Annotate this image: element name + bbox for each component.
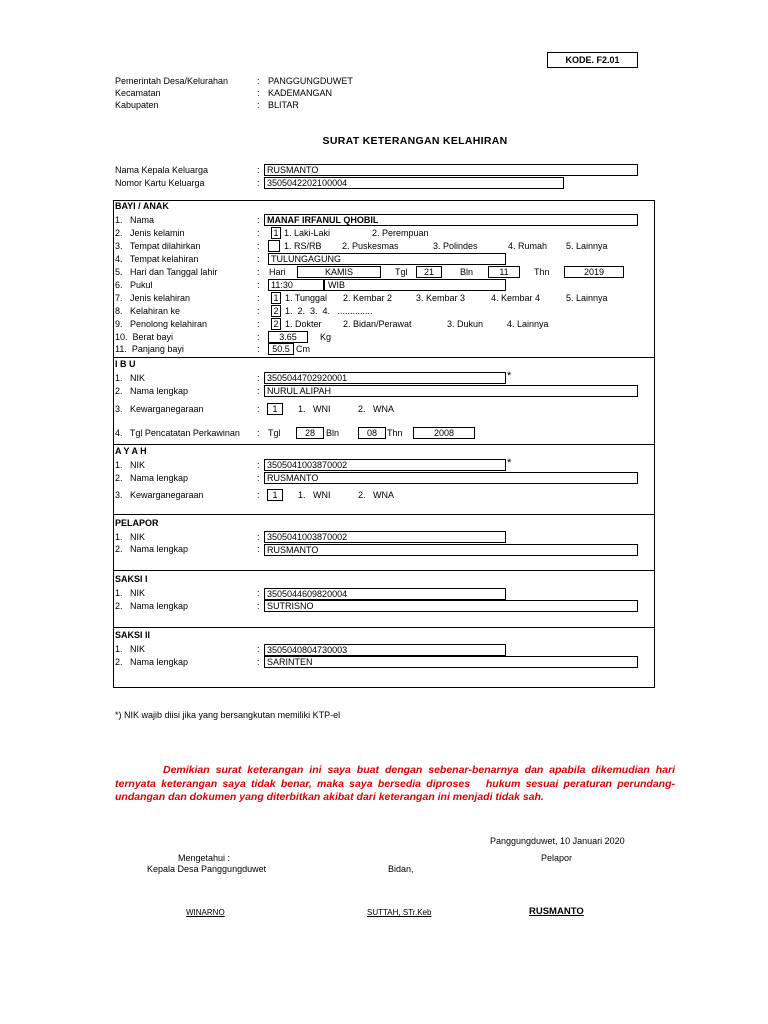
section-pelapor-title: PELAPOR xyxy=(115,518,159,528)
ibu-thn-field[interactable]: 2008 xyxy=(413,427,475,439)
colon: : xyxy=(257,241,260,251)
kepala-keluarga-field[interactable]: RUSMANTO xyxy=(264,164,638,176)
bayi-tempat-opt2: 2. Puskesmas xyxy=(342,241,399,251)
bayi-jenis-field[interactable]: 1 xyxy=(271,292,281,304)
ayah-kwn-field[interactable]: 1 xyxy=(267,489,283,501)
bayi-ke-field[interactable]: 2 xyxy=(271,305,281,317)
ibu-wna-label: 2. WNA xyxy=(358,404,395,414)
signature-bidan-name: SUTTAH, STr.Keb xyxy=(367,908,432,917)
bayi-label-nama: 1. Nama xyxy=(115,215,155,225)
header-kabupaten-value: BLITAR xyxy=(268,100,299,110)
header-desa-colon: : xyxy=(257,76,260,86)
bayi-tempat-kelahiran-field[interactable]: TULUNGAGUNG xyxy=(268,253,506,265)
colon: : xyxy=(257,544,260,554)
pelapor-nama-field[interactable]: RUSMANTO xyxy=(264,544,638,556)
saksi2-label-nik: 1. NIK xyxy=(115,644,146,654)
bayi-pukul-field[interactable]: 11:30 xyxy=(268,279,324,291)
bayi-label-penolong: 9. Penolong kelahiran xyxy=(115,319,208,329)
colon: : xyxy=(257,473,260,483)
bayi-penolong-opt2: 2. Bidan/Perawat xyxy=(343,319,412,329)
header-kecamatan-label: Kecamatan xyxy=(115,88,161,98)
ayah-label-kwn: 3. Kewarganegaraan xyxy=(115,490,204,500)
ibu-nik-field[interactable]: 3505044702920001 xyxy=(264,372,506,384)
saksi2-label-nama: 2. Nama lengkap xyxy=(115,657,189,667)
colon: : xyxy=(257,293,260,303)
bayi-panjang-field[interactable]: 50.5 xyxy=(268,343,294,355)
bayi-tempat-opt1: 1. RS/RB xyxy=(284,241,322,251)
ibu-label-kwn: 3. Kewarganegaraan xyxy=(115,404,204,414)
signature-kepala-desa-title: Kepala Desa Panggungduwet xyxy=(147,864,267,874)
bayi-jenis-opt3: 3. Kembar 3 xyxy=(416,293,466,303)
ayah-nik-asterisk: * xyxy=(507,457,512,469)
kepala-keluarga-colon: : xyxy=(257,165,260,175)
saksi1-label-nama: 2. Nama lengkap xyxy=(115,601,189,611)
bayi-label-ke: 8. Kelahiran ke xyxy=(115,306,181,316)
bayi-jk-opt2: 2. Perempuan xyxy=(372,228,429,238)
divider-ayah xyxy=(113,444,655,445)
bayi-thn-label: Thn xyxy=(534,267,550,277)
ayah-nama-field[interactable]: RUSMANTO xyxy=(264,472,638,484)
colon: : xyxy=(257,280,260,290)
colon: : xyxy=(257,490,260,500)
bayi-jenis-opt4: 4. Kembar 4 xyxy=(491,293,541,303)
pelapor-label-nik: 1. NIK xyxy=(115,532,146,542)
colon: : xyxy=(257,532,260,542)
bayi-tempat-opt3: 3. Polindes xyxy=(433,241,478,251)
bayi-thn-field[interactable]: 2019 xyxy=(564,266,624,278)
section-bayi-title: BAYI / ANAK xyxy=(115,201,169,211)
bayi-tgl-label: Tgl xyxy=(395,267,408,277)
colon: : xyxy=(257,373,260,383)
signature-pelapor-title: Pelapor xyxy=(541,853,573,863)
colon: : xyxy=(257,306,260,316)
section-ayah-title: A Y A H xyxy=(115,446,147,456)
header-kecamatan-colon: : xyxy=(257,88,260,98)
form-code: KODE. F2.01 xyxy=(565,55,620,65)
nomor-kk-field[interactable]: 3505042202100004 xyxy=(264,177,564,189)
signature-kepala-desa-name: WINARNO xyxy=(186,908,225,917)
section-saksi2-title: SAKSI II xyxy=(115,630,151,640)
pelapor-label-nama: 2. Nama lengkap xyxy=(115,544,189,554)
bayi-jenis-opt2: 2. Kembar 2 xyxy=(343,293,393,303)
ibu-label-nama: 2. Nama lengkap xyxy=(115,386,189,396)
colon: : xyxy=(257,344,260,354)
ayah-wna-label: 2. WNA xyxy=(358,490,395,500)
saksi1-nik-field[interactable]: 3505044609820004 xyxy=(264,588,506,600)
saksi2-nama-field[interactable]: SARINTEN xyxy=(264,656,638,668)
colon: : xyxy=(257,428,260,438)
header-kabupaten-label: Kabupaten xyxy=(115,100,159,110)
bayi-label-tempat-kelahiran: 4. Tempat kelahiran xyxy=(115,254,199,264)
header-kabupaten-colon: : xyxy=(257,100,260,110)
ayah-nik-field[interactable]: 3505041003870002 xyxy=(264,459,506,471)
bayi-label-berat: 10. Berat bayi xyxy=(115,332,174,342)
declaration-text: Demikian surat keterangan ini saya buat dengan sebenar-benarnya dan apabila dikemudian hari ternyata keterangan saya tidak benar, maka saya bersedia diproses hukum sesuai peraturan perundang-undangan dan dokumen yang diterbitkan akibat dari keterangan ini menjadi tidak sah. xyxy=(115,764,678,803)
bayi-hari-label: Hari xyxy=(269,267,286,277)
section-saksi1-title: SAKSI I xyxy=(115,574,148,584)
ibu-kwn-field[interactable]: 1 xyxy=(267,403,283,415)
colon: : xyxy=(257,215,260,225)
header-desa-value: PANGGUNGDUWET xyxy=(268,76,353,86)
colon: : xyxy=(257,386,260,396)
ibu-tgl-label: Tgl xyxy=(268,428,281,438)
colon: : xyxy=(257,657,260,667)
pelapor-nik-field[interactable]: 3505041003870002 xyxy=(264,531,506,543)
bayi-label-jenis: 7. Jenis kelahiran xyxy=(115,293,191,303)
colon: : xyxy=(257,254,260,264)
divider-pelapor xyxy=(113,514,655,515)
ayah-label-nik: 1. NIK xyxy=(115,460,146,470)
saksi1-label-nik: 1. NIK xyxy=(115,588,146,598)
ibu-bln-label: Bln xyxy=(326,428,340,438)
bayi-label-panjang: 11. Panjang bayi xyxy=(115,344,184,354)
signature-mengetahui: Mengetahui : xyxy=(178,853,231,863)
bayi-label-jk: 2. Jenis kelamin xyxy=(115,228,185,238)
bayi-label-tanggal: 5. Hari dan Tanggal lahir xyxy=(115,267,218,277)
bayi-nama-field[interactable]: MANAF IRFANUL QHOBIL xyxy=(264,214,638,226)
bayi-berat-unit: Kg xyxy=(320,332,332,342)
bayi-ke-opts: 1. 2. 3. 4. .............. xyxy=(285,306,373,316)
bayi-bln-field[interactable]: 11 xyxy=(488,266,520,278)
colon: : xyxy=(257,404,260,414)
signature-pelapor-name: RUSMANTO xyxy=(529,906,584,917)
bayi-bln-label: Bln xyxy=(460,267,474,277)
bayi-tempat-opt4: 4. Rumah xyxy=(508,241,548,251)
bayi-tgl-field[interactable]: 21 xyxy=(416,266,442,278)
colon: : xyxy=(257,601,260,611)
bayi-pukul-outline xyxy=(324,279,506,291)
bayi-wib-label: WIB xyxy=(328,280,345,290)
nomor-kk-colon: : xyxy=(257,178,260,188)
bayi-jk-field[interactable]: 1 xyxy=(271,227,281,239)
bayi-label-tempat: 3. Tempat dilahirkan xyxy=(115,241,201,251)
signature-bidan-title: Bidan, xyxy=(388,864,414,874)
divider-saksi2 xyxy=(113,627,655,628)
ayah-label-nama: 2. Nama lengkap xyxy=(115,473,189,483)
bayi-jenis-opt5: 5. Lainnya xyxy=(566,293,608,303)
nomor-kk-label: Nomor Kartu Keluarga xyxy=(115,178,205,188)
ibu-wni-label: 1. WNI xyxy=(298,404,331,414)
bayi-hari-field[interactable]: KAMIS xyxy=(297,266,381,278)
header-desa-label: Pemerintah Desa/Kelurahan xyxy=(115,76,229,86)
section-ibu-title: I B U xyxy=(115,359,136,369)
page-title: SURAT KETERANGAN KELAHIRAN xyxy=(322,135,508,147)
saksi1-nama-field[interactable]: SUTRISNO xyxy=(264,600,638,612)
ibu-tgl-field[interactable]: 28 xyxy=(296,427,324,439)
bayi-penolong-opt3: 3. Dukun xyxy=(447,319,484,329)
bayi-berat-field[interactable]: 3.65 xyxy=(268,331,308,343)
signature-place-date: Panggungduwet, 10 Januari 2020 xyxy=(490,836,625,846)
colon: : xyxy=(257,319,260,329)
divider-ibu xyxy=(113,357,655,358)
ibu-nama-field[interactable]: NURUL ALIPAH xyxy=(264,385,638,397)
colon: : xyxy=(257,588,260,598)
colon: : xyxy=(257,332,260,342)
bayi-jenis-opt1: 1. Tunggal xyxy=(285,293,328,303)
colon: : xyxy=(257,644,260,654)
divider-saksi1 xyxy=(113,570,655,571)
footnote: *) NIK wajib diisi jika yang bersangkutan memiliki KTP-el xyxy=(115,710,341,720)
ayah-wni-label: 1. WNI xyxy=(298,490,331,500)
ibu-label-kawin: 4. Tgl Pencatatan Perkawinan xyxy=(115,428,240,438)
bayi-penolong-opt1: 1. Dokter xyxy=(285,319,322,329)
bayi-tempat-field[interactable] xyxy=(268,240,280,252)
bayi-penolong-field[interactable]: 2 xyxy=(271,318,281,330)
bayi-label-pukul: 6. Pukul xyxy=(115,280,153,290)
bayi-tempat-opt5: 5. Lainnya xyxy=(566,241,608,251)
colon: : xyxy=(257,267,260,277)
ibu-thn-label: Thn xyxy=(387,428,403,438)
colon: : xyxy=(257,228,260,238)
ibu-nik-asterisk: * xyxy=(507,370,512,382)
bayi-penolong-opt4: 4. Lainnya xyxy=(507,319,549,329)
ibu-bln-field[interactable]: 08 xyxy=(358,427,386,439)
saksi2-nik-field[interactable]: 3505040804730003 xyxy=(264,644,506,656)
colon: : xyxy=(257,460,260,470)
kepala-keluarga-label: Nama Kepala Keluarga xyxy=(115,165,209,175)
bayi-panjang-unit: Cm xyxy=(296,344,310,354)
bayi-jk-opt1: 1. Laki-Laki xyxy=(284,228,331,238)
ibu-label-nik: 1. NIK xyxy=(115,373,146,383)
header-kecamatan-value: KADEMANGAN xyxy=(268,88,333,98)
